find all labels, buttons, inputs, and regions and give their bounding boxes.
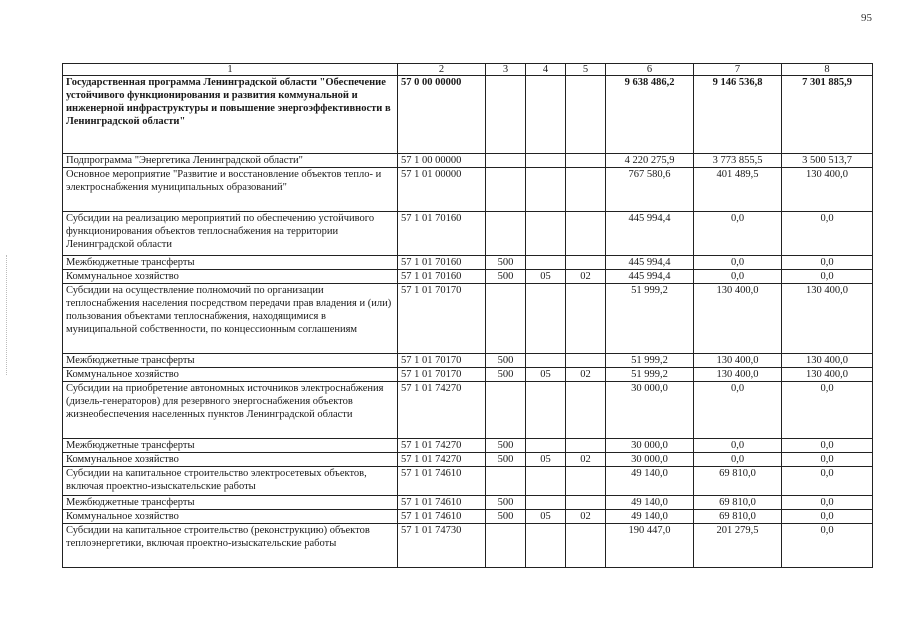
section-cell bbox=[526, 382, 566, 439]
target-code-cell: 57 1 01 70170 bbox=[398, 368, 486, 382]
subsection-cell bbox=[566, 496, 606, 510]
item-name-cell: Субсидии на реализацию мероприятий по обеспечению устойчивого функционирования объектов теплоснабжения на территории Ленинградской области bbox=[63, 212, 398, 256]
amount-year2-cell: 69 810,0 bbox=[694, 510, 782, 524]
section-cell bbox=[526, 496, 566, 510]
target-code-cell: 57 1 01 70160 bbox=[398, 212, 486, 256]
target-code-cell: 57 1 01 74270 bbox=[398, 382, 486, 439]
expense-type-cell bbox=[486, 467, 526, 496]
target-code-cell: 57 1 01 70170 bbox=[398, 284, 486, 354]
amount-year2-cell: 0,0 bbox=[694, 212, 782, 256]
item-name-cell: Субсидии на осуществление полномочий по организации теплоснабжения населения посредством передачи прав владения и (или) пользования объектами теплоснабжения, находящимися в муниципальной собственности, по концессионным соглашениям bbox=[63, 284, 398, 354]
scan-margin-marks bbox=[6, 255, 9, 375]
item-name-cell: Основное мероприятие "Развитие и восстановление объектов тепло- и электроснабжения муниципальных образований" bbox=[63, 168, 398, 212]
table-row bbox=[63, 256, 873, 270]
expense-type-cell: 500 bbox=[486, 354, 526, 368]
expense-type-cell: 500 bbox=[486, 256, 526, 270]
amount-year2-cell: 130 400,0 bbox=[694, 354, 782, 368]
target-code-cell: 57 1 00 00000 bbox=[398, 154, 486, 168]
amount-year2-cell: 69 810,0 bbox=[694, 467, 782, 496]
amount-year2-cell: 130 400,0 bbox=[694, 284, 782, 354]
subsection-cell: 02 bbox=[566, 270, 606, 284]
amount-year3-cell: 130 400,0 bbox=[782, 284, 873, 354]
amount-year2-cell: 3 773 855,5 bbox=[694, 154, 782, 168]
target-code-cell: 57 1 01 74610 bbox=[398, 467, 486, 496]
item-name-cell: Межбюджетные трансферты bbox=[63, 256, 398, 270]
section-cell bbox=[526, 154, 566, 168]
section-cell: 05 bbox=[526, 510, 566, 524]
table-row bbox=[63, 168, 873, 212]
budget-table bbox=[62, 63, 873, 568]
amount-year1-cell: 49 140,0 bbox=[606, 510, 694, 524]
amount-year3-cell: 0,0 bbox=[782, 270, 873, 284]
header-cell: 1 bbox=[63, 64, 398, 76]
expense-type-cell: 500 bbox=[486, 270, 526, 284]
subsection-cell: 02 bbox=[566, 453, 606, 467]
amount-year3-cell: 3 500 513,7 bbox=[782, 154, 873, 168]
item-name-cell: Межбюджетные трансферты bbox=[63, 496, 398, 510]
table-row bbox=[63, 467, 873, 496]
subsection-cell bbox=[566, 76, 606, 154]
amount-year1-cell: 49 140,0 bbox=[606, 496, 694, 510]
header-cell: 6 bbox=[606, 64, 694, 76]
amount-year3-cell: 130 400,0 bbox=[782, 354, 873, 368]
target-code-cell: 57 1 01 74270 bbox=[398, 453, 486, 467]
table-row bbox=[63, 439, 873, 453]
expense-type-cell bbox=[486, 382, 526, 439]
amount-year3-cell: 130 400,0 bbox=[782, 368, 873, 382]
section-cell bbox=[526, 439, 566, 453]
header-cell: 5 bbox=[566, 64, 606, 76]
amount-year1-cell: 9 638 486,2 bbox=[606, 76, 694, 154]
table-row bbox=[63, 270, 873, 284]
section-cell bbox=[526, 256, 566, 270]
table-row bbox=[63, 453, 873, 467]
expense-type-cell: 500 bbox=[486, 439, 526, 453]
header-cell: 2 bbox=[398, 64, 486, 76]
header-cell: 3 bbox=[486, 64, 526, 76]
amount-year1-cell: 51 999,2 bbox=[606, 354, 694, 368]
amount-year2-cell: 0,0 bbox=[694, 453, 782, 467]
table-row bbox=[63, 510, 873, 524]
section-cell bbox=[526, 212, 566, 256]
amount-year3-cell: 130 400,0 bbox=[782, 168, 873, 212]
amount-year3-cell: 0,0 bbox=[782, 510, 873, 524]
subsection-cell: 02 bbox=[566, 510, 606, 524]
item-name-cell: Подпрограмма "Энергетика Ленинградской области" bbox=[63, 154, 398, 168]
subsection-cell bbox=[566, 168, 606, 212]
amount-year1-cell: 51 999,2 bbox=[606, 368, 694, 382]
section-cell: 05 bbox=[526, 453, 566, 467]
subsection-cell bbox=[566, 524, 606, 568]
amount-year1-cell: 4 220 275,9 bbox=[606, 154, 694, 168]
expense-type-cell bbox=[486, 524, 526, 568]
target-code-cell: 57 1 01 70160 bbox=[398, 270, 486, 284]
target-code-cell: 57 1 01 70160 bbox=[398, 256, 486, 270]
amount-year2-cell: 201 279,5 bbox=[694, 524, 782, 568]
item-name-cell: Коммунальное хозяйство bbox=[63, 453, 398, 467]
amount-year1-cell: 30 000,0 bbox=[606, 453, 694, 467]
amount-year2-cell: 0,0 bbox=[694, 439, 782, 453]
header-cell: 8 bbox=[782, 64, 873, 76]
amount-year3-cell: 0,0 bbox=[782, 439, 873, 453]
expense-type-cell bbox=[486, 284, 526, 354]
amount-year1-cell: 445 994,4 bbox=[606, 270, 694, 284]
amount-year3-cell: 0,0 bbox=[782, 496, 873, 510]
table-row bbox=[63, 368, 873, 382]
amount-year2-cell: 0,0 bbox=[694, 256, 782, 270]
section-cell bbox=[526, 524, 566, 568]
amount-year3-cell: 0,0 bbox=[782, 467, 873, 496]
expense-type-cell: 500 bbox=[486, 368, 526, 382]
amount-year2-cell: 0,0 bbox=[694, 382, 782, 439]
section-cell: 05 bbox=[526, 270, 566, 284]
subsection-cell bbox=[566, 354, 606, 368]
section-cell bbox=[526, 467, 566, 496]
item-name-cell: Межбюджетные трансферты bbox=[63, 354, 398, 368]
expense-type-cell bbox=[486, 76, 526, 154]
amount-year3-cell: 0,0 bbox=[782, 256, 873, 270]
item-name-cell: Коммунальное хозяйство bbox=[63, 270, 398, 284]
table-row bbox=[63, 212, 873, 256]
table-row bbox=[63, 354, 873, 368]
target-code-cell: 57 1 01 74270 bbox=[398, 439, 486, 453]
target-code-cell: 57 1 01 74730 bbox=[398, 524, 486, 568]
item-name-cell: Коммунальное хозяйство bbox=[63, 368, 398, 382]
amount-year2-cell: 130 400,0 bbox=[694, 368, 782, 382]
amount-year1-cell: 190 447,0 bbox=[606, 524, 694, 568]
target-code-cell: 57 1 01 74610 bbox=[398, 510, 486, 524]
subsection-cell bbox=[566, 439, 606, 453]
expense-type-cell: 500 bbox=[486, 453, 526, 467]
subsection-cell bbox=[566, 382, 606, 439]
expense-type-cell bbox=[486, 212, 526, 256]
table-row bbox=[63, 524, 873, 568]
subsection-cell bbox=[566, 467, 606, 496]
item-name-cell: Межбюджетные трансферты bbox=[63, 439, 398, 453]
subsection-cell bbox=[566, 256, 606, 270]
header-cell: 7 bbox=[694, 64, 782, 76]
table-row bbox=[63, 496, 873, 510]
amount-year1-cell: 767 580,6 bbox=[606, 168, 694, 212]
target-code-cell: 57 1 01 00000 bbox=[398, 168, 486, 212]
amount-year1-cell: 445 994,4 bbox=[606, 256, 694, 270]
expense-type-cell bbox=[486, 154, 526, 168]
table-header-row bbox=[63, 64, 873, 76]
amount-year1-cell: 30 000,0 bbox=[606, 439, 694, 453]
subsection-cell bbox=[566, 154, 606, 168]
section-cell bbox=[526, 76, 566, 154]
header-cell: 4 bbox=[526, 64, 566, 76]
amount-year2-cell: 9 146 536,8 bbox=[694, 76, 782, 154]
target-code-cell: 57 1 01 70170 bbox=[398, 354, 486, 368]
subsection-cell bbox=[566, 284, 606, 354]
amount-year2-cell: 69 810,0 bbox=[694, 496, 782, 510]
amount-year3-cell: 7 301 885,9 bbox=[782, 76, 873, 154]
amount-year1-cell: 30 000,0 bbox=[606, 382, 694, 439]
section-cell: 05 bbox=[526, 368, 566, 382]
amount-year3-cell: 0,0 bbox=[782, 212, 873, 256]
table-row bbox=[63, 154, 873, 168]
amount-year1-cell: 445 994,4 bbox=[606, 212, 694, 256]
subsection-cell: 02 bbox=[566, 368, 606, 382]
item-name-cell: Государственная программа Ленинградской области "Обеспечение устойчивого функционирования и развития коммунальной и инженерной инфраструктуры и повышение энергоэффективности в Ленинградской области" bbox=[63, 76, 398, 154]
amount-year2-cell: 401 489,5 bbox=[694, 168, 782, 212]
item-name-cell: Коммунальное хозяйство bbox=[63, 510, 398, 524]
expense-type-cell: 500 bbox=[486, 496, 526, 510]
section-cell bbox=[526, 168, 566, 212]
amount-year3-cell: 0,0 bbox=[782, 382, 873, 439]
amount-year3-cell: 0,0 bbox=[782, 453, 873, 467]
expense-type-cell bbox=[486, 168, 526, 212]
amount-year1-cell: 51 999,2 bbox=[606, 284, 694, 354]
item-name-cell: Субсидии на приобретение автономных источников электроснабжения (дизель-генераторов) для резервного энергоснабжения объектов жизнеобеспечения населенных пунктов Ленинградской области bbox=[63, 382, 398, 439]
item-name-cell: Субсидии на капитальное строительство электросетевых объектов, включая проектно-изыскательские работы bbox=[63, 467, 398, 496]
table-row bbox=[63, 382, 873, 439]
table-row bbox=[63, 284, 873, 354]
item-name-cell: Субсидии на капитальное строительство (реконструкцию) объектов теплоэнергетики, включая проектно-изыскательские работы bbox=[63, 524, 398, 568]
target-code-cell: 57 0 00 00000 bbox=[398, 76, 486, 154]
section-cell bbox=[526, 284, 566, 354]
amount-year2-cell: 0,0 bbox=[694, 270, 782, 284]
amount-year3-cell: 0,0 bbox=[782, 524, 873, 568]
subsection-cell bbox=[566, 212, 606, 256]
target-code-cell: 57 1 01 74610 bbox=[398, 496, 486, 510]
table-row bbox=[63, 76, 873, 154]
expense-type-cell: 500 bbox=[486, 510, 526, 524]
page-number: 95 bbox=[861, 12, 872, 24]
amount-year1-cell: 49 140,0 bbox=[606, 467, 694, 496]
section-cell bbox=[526, 354, 566, 368]
